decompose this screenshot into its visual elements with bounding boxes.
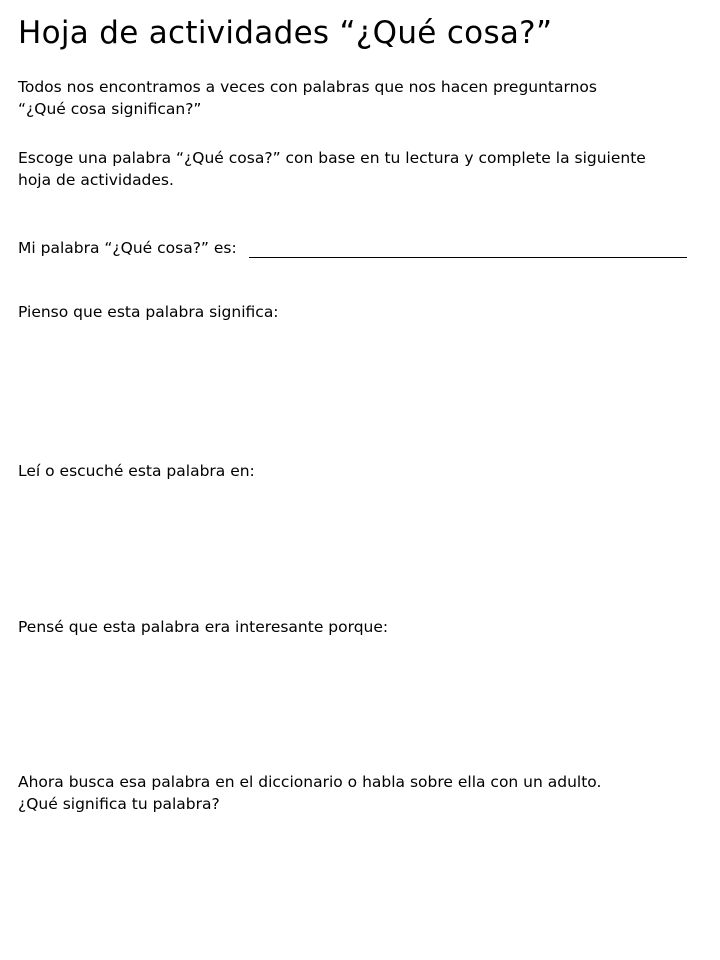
worksheet-title: Hoja de actividades “¿Qué cosa?” — [18, 15, 553, 51]
dictionary-line-2: ¿Qué significa tu palabra? — [18, 795, 220, 813]
my-word-row — [18, 237, 708, 261]
intro-line-1: Todos nos encontramos a veces con palabras que nos hacen preguntarnos — [18, 78, 597, 96]
my-word-input[interactable] — [249, 237, 687, 258]
where-found-prompt: Leí o escuché esta palabra en: — [18, 462, 255, 480]
my-word-label: Mi palabra “¿Qué cosa?” es: — [18, 239, 237, 257]
instructions-line-2: hoja de actividades. — [18, 171, 174, 189]
intro-paragraph — [18, 76, 713, 120]
dictionary-line-1: Ahora busca esa palabra en el diccionario o habla sobre ella con un adulto. — [18, 773, 602, 791]
instructions-line-1: Escoge una palabra “¿Qué cosa?” con base en tu lectura y complete la siguiente — [18, 149, 646, 167]
meaning-guess-prompt: Pienso que esta palabra significa: — [18, 303, 279, 321]
where-found-answer-area[interactable] — [18, 490, 708, 610]
instructions-paragraph — [18, 147, 713, 191]
why-interesting-prompt: Pensé que esta palabra era interesante porque: — [18, 618, 389, 636]
dictionary-answer-area[interactable] — [18, 825, 708, 950]
dictionary-paragraph — [18, 771, 713, 815]
intro-line-2: “¿Qué cosa significan?” — [18, 100, 202, 118]
why-interesting-answer-area[interactable] — [18, 646, 708, 766]
meaning-guess-answer-area[interactable] — [18, 330, 708, 450]
